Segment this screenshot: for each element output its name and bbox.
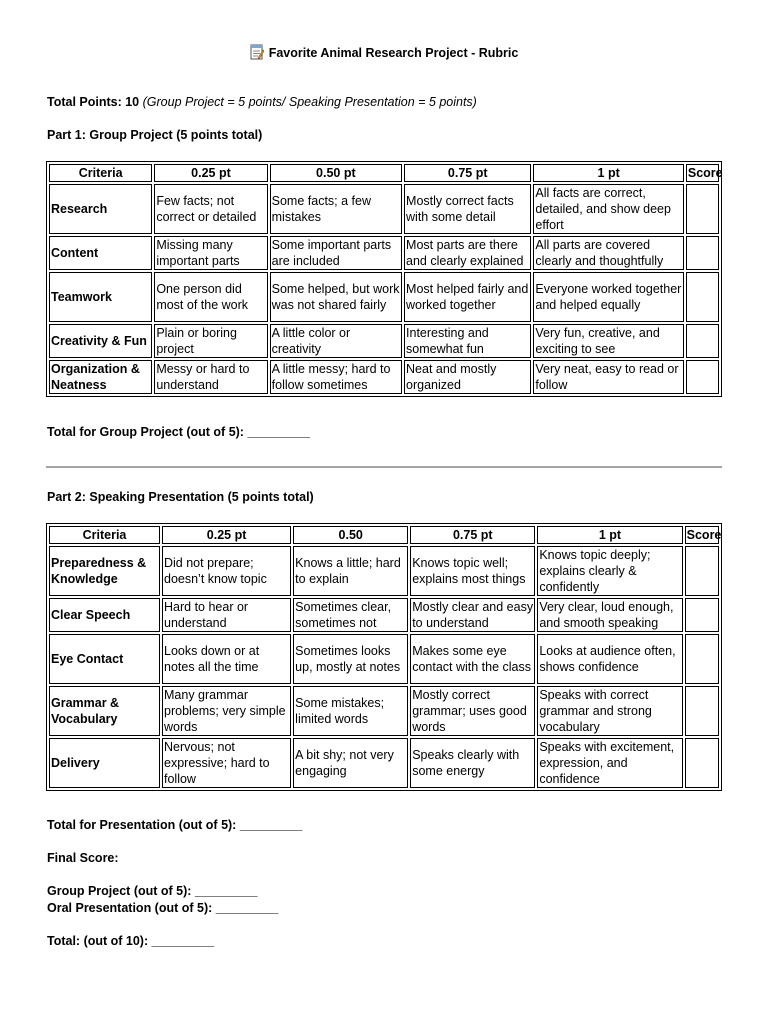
criteria-cell: Grammar & Vocabulary [49,686,160,736]
descriptor-cell: Sometimes looks up, mostly at notes [293,634,408,684]
table-row [49,546,719,596]
table-header-row [49,526,719,544]
column-header: Criteria [49,526,160,544]
score-cell[interactable] [685,634,719,684]
descriptor-cell: A bit shy; not very engaging [293,738,408,788]
descriptor-cell: Mostly clear and easy to understand [410,598,535,632]
descriptor-cell: Mostly correct facts with some detail [404,184,531,234]
descriptor-cell: Nervous; not expressive; hard to follow [162,738,291,788]
descriptor-cell: Some mistakes; limited words [293,686,408,736]
descriptor-cell: Knows a little; hard to explain [293,546,408,596]
descriptor-cell: All parts are covered clearly and thoughtfully [533,236,683,270]
section-divider [46,466,722,468]
table-row [49,272,719,322]
document-title [0,44,768,60]
descriptor-cell: Missing many important parts [154,236,267,270]
column-header: Criteria [49,164,152,182]
criteria-cell: Research [49,184,152,234]
criteria-cell: Eye Contact [49,634,160,684]
table-header-row [49,164,719,182]
descriptor-cell: Many grammar problems; very simple words [162,686,291,736]
table-row [49,634,719,684]
descriptor-cell: Most helped fairly and worked together [404,272,531,322]
score-cell[interactable] [686,272,719,322]
final-oral-line: Oral Presentation (out of 5): _________ [47,901,279,915]
total-points-detail: (Group Project = 5 points/ Speaking Presentation = 5 points) [142,95,477,109]
descriptor-cell: Neat and mostly organized [404,360,531,394]
table-row [49,184,719,234]
table-row [49,360,719,394]
descriptor-cell: Makes some eye contact with the class [410,634,535,684]
descriptor-cell: One person did most of the work [154,272,267,322]
table-row [49,598,719,632]
descriptor-cell: Some helped, but work was not shared fairly [270,272,402,322]
descriptor-cell: Knows topic deeply; explains clearly & confidently [537,546,682,596]
score-cell[interactable] [685,738,719,788]
part1-total-line: Total for Group Project (out of 5): _________ [47,425,311,439]
table-row [49,738,719,788]
descriptor-cell: Messy or hard to understand [154,360,267,394]
column-header: 0.75 pt [404,164,531,182]
descriptor-cell: Knows topic well; explains most things [410,546,535,596]
score-cell[interactable] [686,184,719,234]
descriptor-cell: Most parts are there and clearly explained [404,236,531,270]
part2-heading: Part 2: Speaking Presentation (5 points total) [47,490,314,504]
criteria-cell: Organization & Neatness [49,360,152,394]
score-cell[interactable] [686,236,719,270]
descriptor-cell: Some important parts are included [270,236,402,270]
score-cell[interactable] [685,546,719,596]
column-header: 0.25 pt [162,526,291,544]
criteria-cell: Preparedness & Knowledge [49,546,160,596]
score-cell[interactable] [685,686,719,736]
descriptor-cell: Looks down or at notes all the time [162,634,291,684]
descriptor-cell: Sometimes clear, sometimes not [293,598,408,632]
table-row [49,324,719,358]
column-header: 0.50 [293,526,408,544]
final-total-line: Total: (out of 10): _________ [47,934,215,948]
descriptor-cell: Few facts; not correct or detailed [154,184,267,234]
table-row [49,236,719,270]
descriptor-cell: A little messy; hard to follow sometimes [270,360,402,394]
total-points-line [47,95,477,109]
criteria-cell: Clear Speech [49,598,160,632]
descriptor-cell: Very fun, creative, and exciting to see [533,324,683,358]
total-points-label: Total Points: 10 [47,95,140,109]
column-header: 1 pt [533,164,683,182]
column-header: Score [686,528,722,542]
column-header: 1 pt [537,526,682,544]
criteria-cell: Teamwork [49,272,152,322]
memo-icon [250,44,264,60]
score-cell[interactable] [686,324,719,358]
group-project-table [46,161,722,397]
descriptor-cell: A little color or creativity [270,324,402,358]
descriptor-cell: Hard to hear or understand [162,598,291,632]
descriptor-cell: Interesting and somewhat fun [404,324,531,358]
descriptor-cell: Plain or boring project [154,324,267,358]
title-text: Favorite Animal Research Project - Rubric [268,46,519,60]
part1-heading: Part 1: Group Project (5 points total) [47,128,263,142]
descriptor-cell: Speaks with correct grammar and strong vocabulary [537,686,682,736]
score-cell[interactable] [686,360,719,394]
descriptor-cell: Looks at audience often, shows confidence [537,634,682,684]
descriptor-cell: Speaks clearly with some energy [410,738,535,788]
descriptor-cell: All facts are correct, detailed, and show deep effort [533,184,683,234]
descriptor-cell: Very clear, loud enough, and smooth speaking [537,598,682,632]
descriptor-cell: Very neat, easy to read or follow [533,360,683,394]
part2-total-line: Total for Presentation (out of 5): _________ [47,818,303,832]
descriptor-cell: Some facts; a few mistakes [270,184,402,234]
column-header: 0.50 pt [270,164,402,182]
descriptor-cell: Everyone worked together and helped equally [533,272,683,322]
final-score-heading: Final Score: [47,851,119,865]
table-row [49,686,719,736]
speaking-presentation-table [46,523,722,791]
descriptor-cell: Did not prepare; doesn’t know topic [162,546,291,596]
criteria-cell: Creativity & Fun [49,324,152,358]
final-group-line: Group Project (out of 5): _________ [47,884,258,898]
criteria-cell: Content [49,236,152,270]
score-cell[interactable] [685,598,719,632]
descriptor-cell: Mostly correct grammar; uses good words [410,686,535,736]
column-header: Score [687,166,723,180]
column-header: 0.75 pt [410,526,535,544]
criteria-cell: Delivery [49,738,160,788]
column-header: 0.25 pt [154,164,267,182]
descriptor-cell: Speaks with excitement, expression, and confidence [537,738,682,788]
